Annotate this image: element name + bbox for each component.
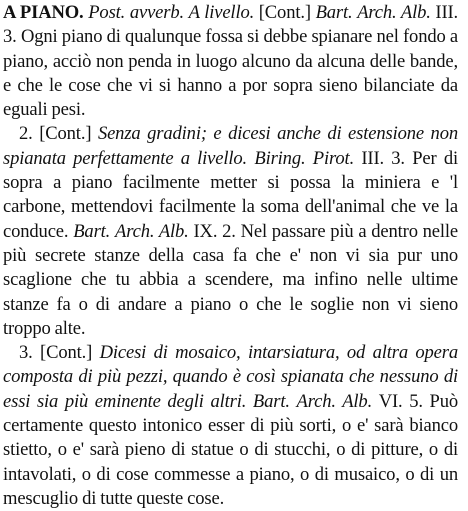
entry-sense-1: [3, 1, 458, 122]
part-of-speech: Post. avverb.: [88, 2, 185, 23]
sense-1-gloss: A livello.: [188, 2, 255, 23]
sense-1-tag: [Cont.]: [258, 2, 311, 23]
sense-3-gloss: Dicesi di mosaico, intarsiatura, od altra opera composta di più pezzi, quando è così spianata che nessuno di essi sia più eminente degli altri.: [3, 342, 458, 412]
sense-2-quote-1: Per di sopra a piano facilmente metter si possa la miniera e 'l carbone, mettendovi facilmente la soma dell'animal che ve la conduce.: [3, 147, 459, 242]
sense-2-cite-2-loc: IX. 2.: [193, 220, 236, 242]
sense-2-quote-2: Nel passare più a dentro nelle più secrete stanze della casa fa che e' non vi sia pur uno scaglione che tu abbia a scendere, ma infino nelle ultime stanze fa o di andare a piano o che le soglie non vi sieno troppo alte.: [3, 220, 459, 339]
headword: A PIANO.: [3, 2, 84, 23]
sense-2-gloss: Senza gradini; e dicesi anche di estensione non spianata perfettamente a livello.: [3, 123, 458, 169]
entry-sense-3: [3, 341, 458, 511]
sense-2-cite-1-loc: III. 3.: [361, 147, 405, 169]
sense-1-cite-author: Bart.: [315, 2, 353, 23]
sense-2-cite-1-author: Biring.: [254, 147, 306, 169]
sense-2-number: 2.: [19, 123, 33, 145]
sense-2-cite-1-work: Pirot.: [312, 147, 355, 169]
sense-3-cite-work: Arch. Alb.: [296, 390, 373, 412]
sense-1-quote: Ogni piano di qualunque fossa si debbe spianare nel fondo a piano, acciò non penda in luogo alcuno da alcuna delle bande, e che le cose che vi si hanno a por sopra sieno bilanciate da eguali pesi.: [3, 26, 459, 121]
sense-3-number: 3.: [19, 342, 33, 364]
sense-3-cite-author: Bart.: [252, 390, 290, 412]
sense-3-quote: Può certamente questo intonico esser di più sorti, o e' sarà bianco stietto, o e' sarà pieno di statue o di stucchi, o di pitture, o di intavolati, o di cose commesse a piano, o di musaico, o di un mescuglio di tutte queste cose.: [3, 390, 459, 509]
sense-1-cite-work: Arch. Alb.: [357, 2, 431, 23]
sense-3-cite-loc: VI. 5.: [378, 390, 423, 412]
sense-2-tag: [Cont.]: [39, 123, 92, 145]
sense-2-cite-2-work: Arch. Alb.: [115, 220, 189, 242]
sense-2-cite-2-author: Bart.: [73, 220, 111, 242]
sense-3-tag: [Cont.]: [40, 342, 93, 364]
entry-sense-2: [3, 122, 458, 341]
sense-1-cite-loc: III. 3.: [3, 2, 459, 48]
